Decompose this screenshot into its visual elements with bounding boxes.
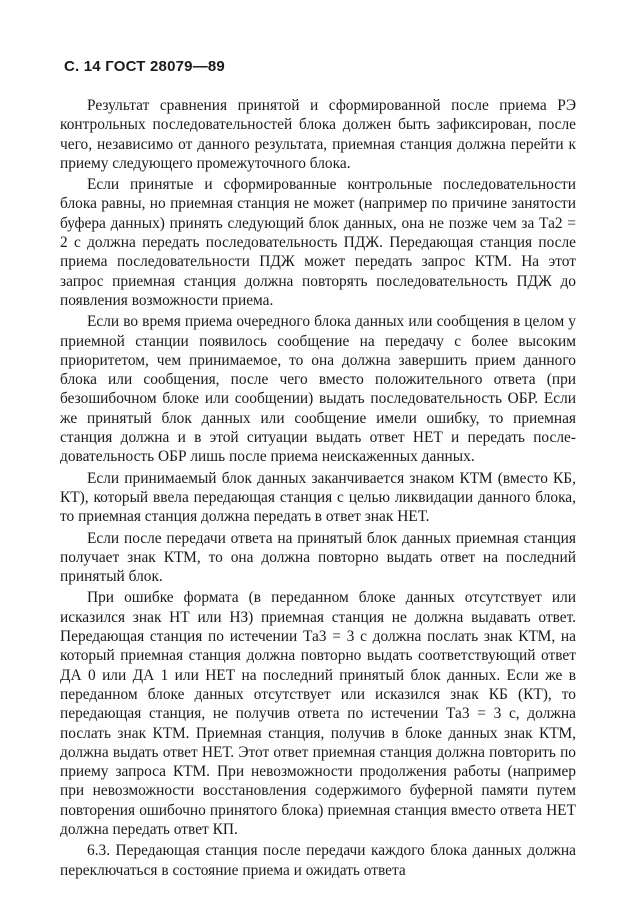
page-header: С. 14 ГОСТ 28079—89 xyxy=(64,58,225,75)
paragraph-block-cancel: Если принимаемый блок данных заканчивается знаком КТМ (вместо КБ, КТ), который ввела передающая станция с целью ликвидации данного блока, то приемная станция должна передать в ответ знак НЕТ. xyxy=(60,469,576,526)
paragraph-repeat-response: Если после передачи ответа на принятый блок данных приемная станция получает знак КТМ, то она должна повторно выдать ответ на последний принятый блок. xyxy=(60,529,576,586)
document-body xyxy=(60,96,576,880)
paragraph-format-error: При ошибке формата (в переданном блоке данных отсутствует или исказился знак НТ или НЗ) приемная станция не должна выдавать ответ. Передающая станция по истечении Та3 = 3 с должна послать знак КТМ, на который приемная станция должна повторно выдать соответствующий ответ ДА 0 или ДА 1 или НЕТ на последний принятый блок данных. Если же в переданном блоке данных отсутствует или исказился знак КБ (КТ), то передающая станция, не получив ответа по истечении Та3 = 3 с, должна послать знак КТМ. Приемная станция, получив в блоке данных знак КТМ, должна выдать ответ НЕТ. Этот ответ приемная станция должна повторить по приему запроса КТМ. При невозможности продолжения работы (например при невозможности восстановления содержимого буферной памяти путем повторения ошибочно принятого блока) приемная станция вместо ответа НЕТ должна передать ответ КП. xyxy=(60,589,576,838)
paragraph-section-6-3: 6.3. Передающая станция после передачи каждого блока данных должна переключаться в состояние приема и ожидать ответа xyxy=(60,842,576,879)
paragraph-priority-message: Если во время приема очередного блока данных или сообщения в целом у приемной станции появилось сообщение на передачу с более высоким приоритетом, чем принимаемое, то она должна завершить прием данного блока или сообщения, после чего вместо положительного ответа (при безошибочном блоке или сообщении) выдать последовательность ОБР. Если же принятый блок данных или сообщение имели ошибку, то приемная станция должна и в этой ситуации выдать ответ НЕТ и передать последовательность ОБР лишь после приема неискаженных данных. xyxy=(60,313,576,466)
paragraph-comparison-result: Результат сравнения принятой и сформированной после приема РЭ контрольных последовательностей блока должен быть зафиксирован, после чего, независимо от данного результата, приемная станция должна перейти к приему следующего промежуточного блока. xyxy=(60,97,576,172)
paragraph-buffer-busy: Если принятые и сформированные контрольные последовательности блока равны, но приемная станция не может (например по причине занятости буфера данных) принять следующий блок данных, она не позже чем за Та2 = 2 с должна передать последовательность ПДЖ. Передающая станция после приема последовательности ПДЖ может передать запрос КТМ. На этот запрос приемная станция должна повторять последовательность ПДЖ до появления возможности приема. xyxy=(60,176,576,309)
